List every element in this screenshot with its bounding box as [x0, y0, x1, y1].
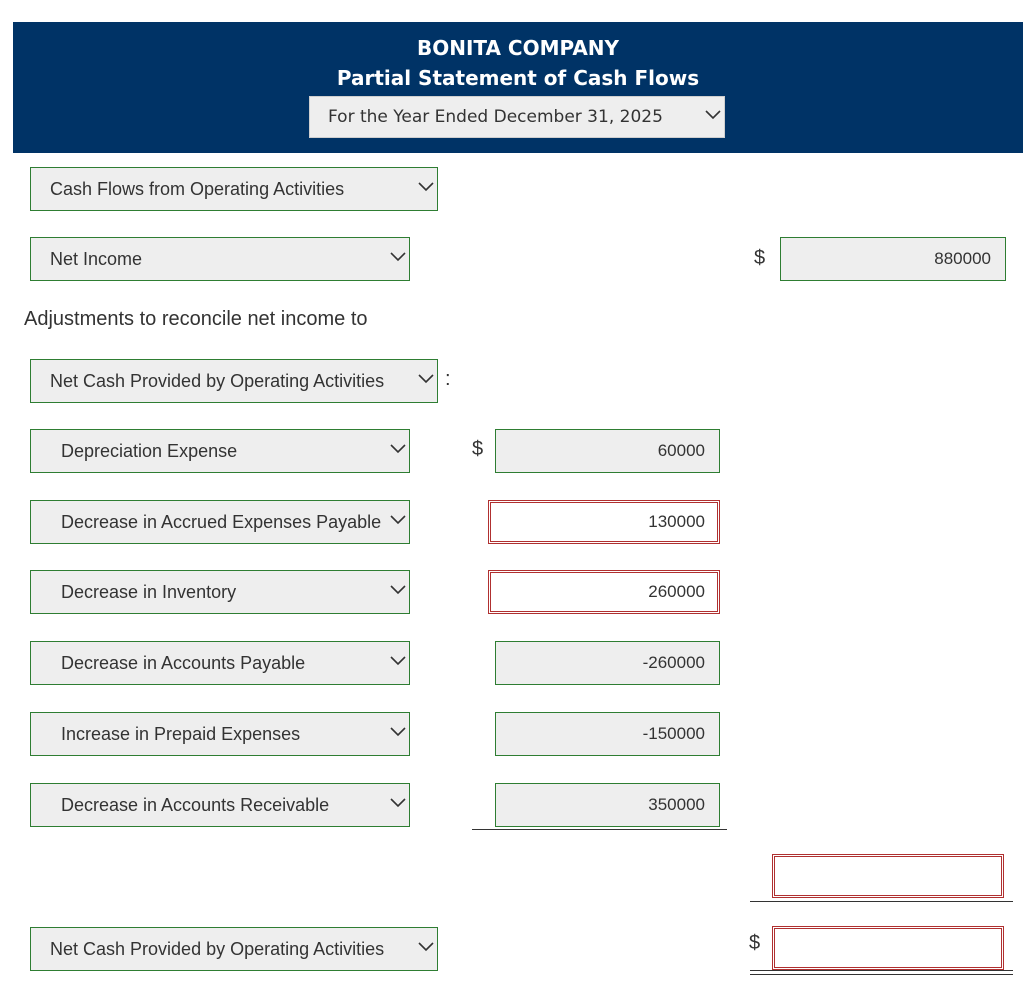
- net-cash-select[interactable]: [30, 927, 438, 971]
- period-select-label: For the Year Ended December 31, 2025: [328, 107, 663, 127]
- adjustments-text: Adjustments to reconcile net income to: [24, 308, 368, 330]
- total-adjustments-rule: [750, 901, 1013, 902]
- chevron-down-icon: [418, 942, 429, 953]
- depreciation-currency: $: [472, 438, 484, 460]
- chevron-down-icon: [390, 798, 401, 809]
- net-cash-select-label: Net Cash Provided by Operating Activities: [50, 939, 385, 959]
- chevron-down-icon: [390, 252, 401, 263]
- section-select-label: Cash Flows from Operating Activities: [50, 179, 345, 199]
- chevron-down-icon: [390, 444, 401, 455]
- net-cash-double-rule: [750, 970, 1013, 975]
- adjustment-select-label: Decrease in Accounts Payable: [61, 653, 306, 673]
- colon: :: [445, 368, 451, 390]
- adjustment-select-label: Decrease in Accrued Expenses Payable: [61, 512, 382, 532]
- section-select[interactable]: [30, 167, 438, 211]
- subtotal-rule: [472, 829, 727, 830]
- adjustments-select[interactable]: [30, 359, 438, 403]
- adjustments-select-label: Net Cash Provided by Operating Activities: [50, 371, 385, 391]
- adjustment-input-accrued[interactable]: 130000: [488, 500, 720, 544]
- adjustment-select-depreciation[interactable]: [30, 429, 410, 473]
- chevron-down-icon: [390, 727, 401, 738]
- adjustment-input-prepaid[interactable]: -150000: [495, 712, 720, 756]
- net-income-select[interactable]: [30, 237, 410, 281]
- period-select[interactable]: [309, 96, 725, 138]
- chevron-down-icon: [390, 515, 401, 526]
- chevron-down-icon: [418, 374, 429, 385]
- adjustment-select-accrued[interactable]: [30, 500, 410, 544]
- adjustment-select-label: Decrease in Inventory: [61, 582, 237, 602]
- net-income-currency: $: [754, 247, 766, 269]
- chevron-down-icon: [390, 585, 401, 596]
- chevron-down-icon: [418, 182, 429, 193]
- adjustment-select-prepaid[interactable]: [30, 712, 410, 756]
- adjustment-select-label: Increase in Prepaid Expenses: [61, 724, 301, 744]
- adjustment-input-inventory[interactable]: 260000: [488, 570, 720, 614]
- adjustment-select-label: Decrease in Accounts Receivable: [61, 795, 330, 815]
- net-cash-input[interactable]: [772, 926, 1004, 970]
- adjustment-input-depreciation[interactable]: 60000: [495, 429, 720, 473]
- chevron-down-icon: [705, 110, 716, 121]
- adjustment-input-accounts-receivable[interactable]: 350000: [495, 783, 720, 827]
- statement-title: Partial Statement of Cash Flows: [336, 66, 700, 90]
- adjustment-input-accounts-payable[interactable]: -260000: [495, 641, 720, 685]
- total-adjustments-input[interactable]: [772, 854, 1004, 898]
- adjustment-select-label: Depreciation Expense: [61, 441, 238, 461]
- adjustment-select-accounts-receivable[interactable]: [30, 783, 410, 827]
- adjustment-select-inventory[interactable]: [30, 570, 410, 614]
- net-income-input[interactable]: 880000: [780, 237, 1006, 281]
- chevron-down-icon: [390, 656, 401, 667]
- net-cash-currency: $: [749, 932, 761, 954]
- adjustment-select-accounts-payable[interactable]: [30, 641, 410, 685]
- company-name: BONITA COMPANY: [416, 36, 620, 60]
- net-income-select-label: Net Income: [50, 249, 143, 269]
